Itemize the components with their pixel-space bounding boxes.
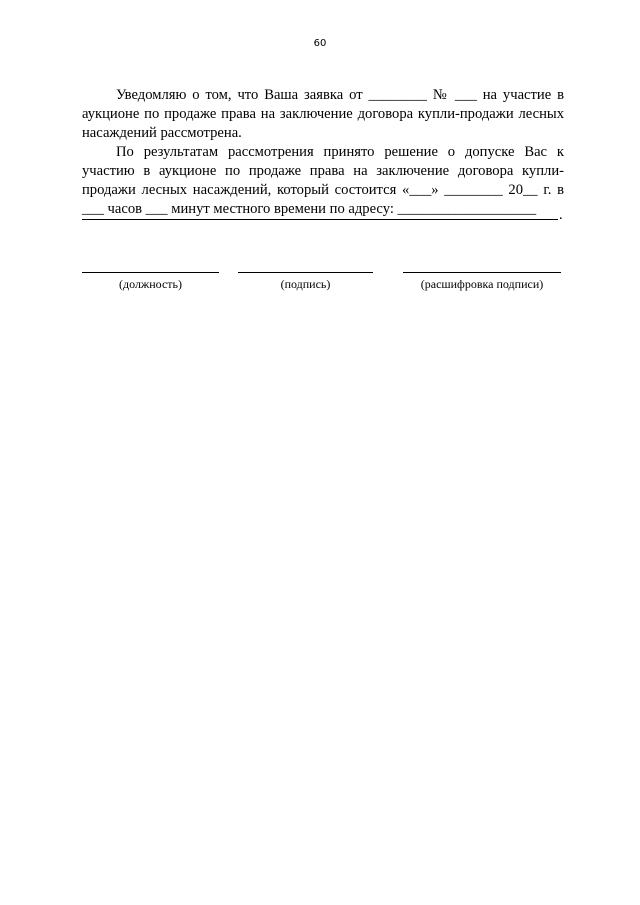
page-number: 60 [313,38,327,49]
notice-body [82,86,564,219]
sign-label: (подпись) [280,277,331,291]
address-fill-line [82,219,558,220]
paragraph-decision: По результатам рассмотрения принято решение о допуске Вас к участию в аукционе по продаже права на заключение договора купли-продажи лесных насаждений, который состоится «___» ________ 20__ г. в ___ часов ___ минут местного времени по адресу: ___________________ [82,144,564,217]
signature-decoding [403,272,561,291]
position-label: (должность) [119,277,182,291]
signature-sign [238,272,373,291]
paragraph-notice: Уведомляю о том, что Ваша заявка от ________ № ___ на участие в аукционе по продаже права на заключение договора купли-продажи лесных насаждений рассмотрена. [82,87,564,141]
sign-fill-line [238,272,373,273]
decoding-fill-line [403,272,561,273]
position-fill-line [82,272,219,273]
decoding-label: (расшифровка подписи) [420,277,544,291]
signature-position [82,272,219,291]
address-end-mark: . [559,207,563,223]
